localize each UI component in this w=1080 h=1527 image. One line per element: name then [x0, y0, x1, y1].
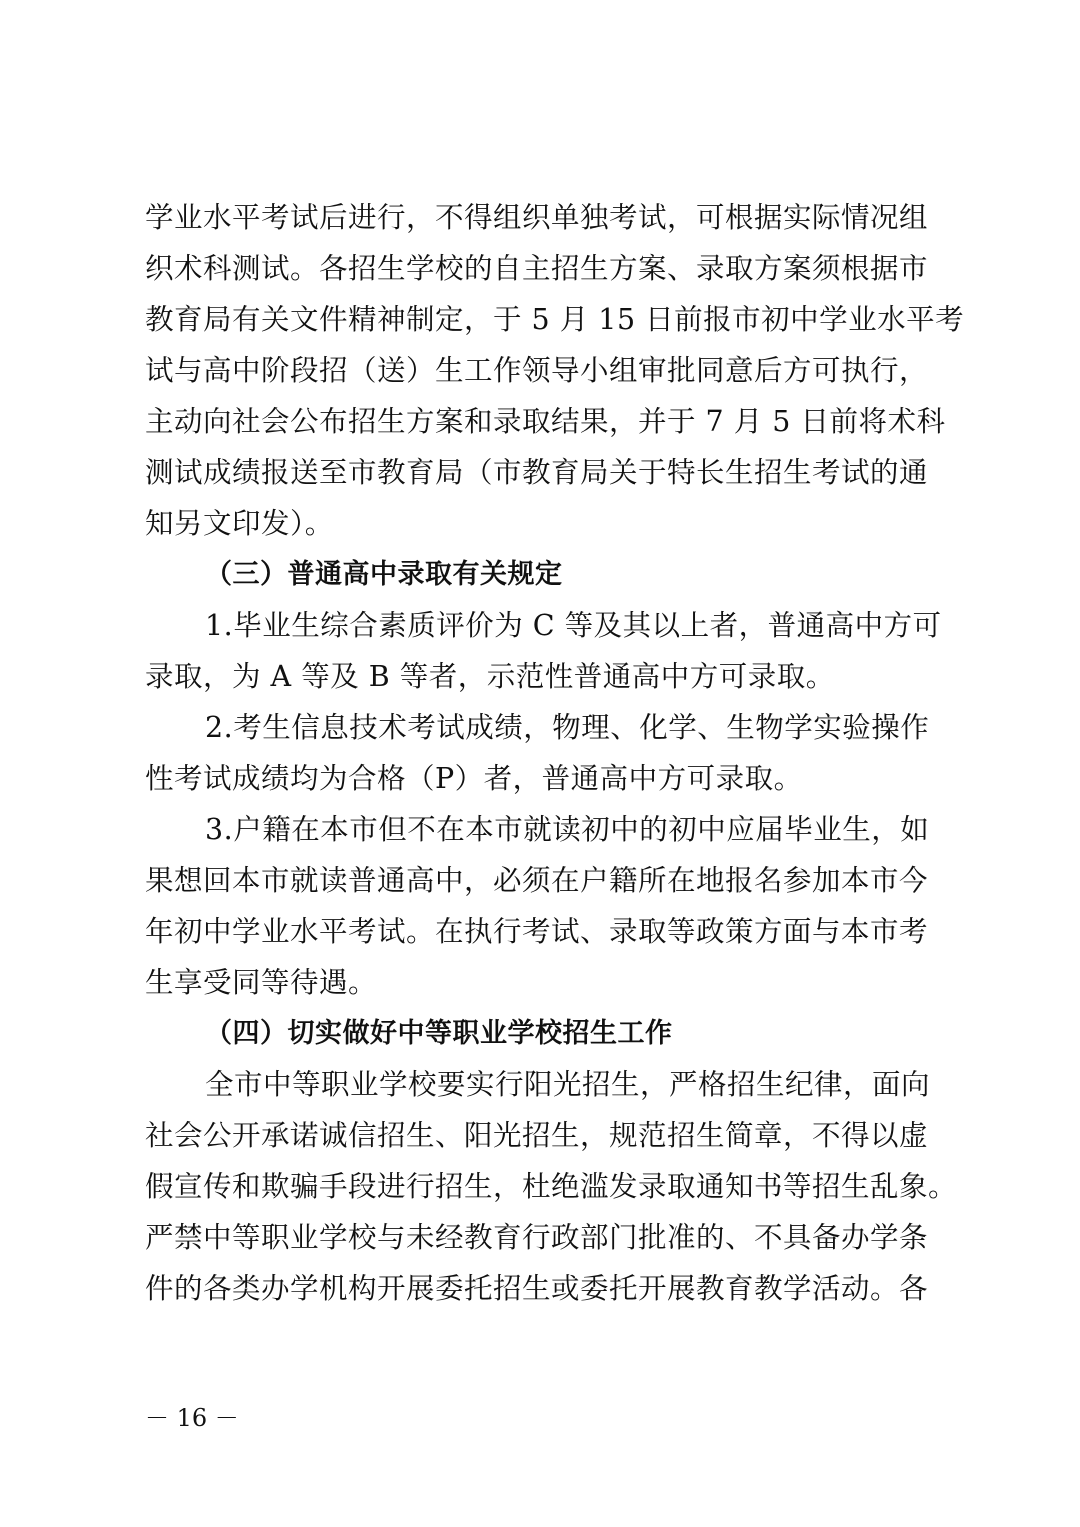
text-line: 织术科测试。各招生学校的自主招生方案、录取方案须根据市 — [145, 252, 929, 285]
text-line: 2.考生信息技术考试成绩，物理、化学、生物学实验操作 — [205, 711, 930, 744]
text-line: 测试成绩报送至市教育局（市教育局关于特长生招生考试的通 — [145, 456, 929, 489]
page-number: － 16 － — [145, 1404, 239, 1432]
text-line: 试与高中阶段招（送）生工作领导小组审批同意后方可执行， — [145, 354, 929, 387]
text-line: 3.户籍在本市但不在本市就读初中的初中应届毕业生，如 — [205, 813, 930, 846]
text-line: 生享受同等待遇。 — [145, 966, 378, 999]
text-line: 学业水平考试后进行，不得组织单独考试，可根据实际情况组 — [145, 201, 929, 234]
text-line: 录取，为 A 等及 B 等者，示范性普通高中方可录取。 — [145, 660, 835, 693]
text-line: 社会公开承诺诚信招生、阳光招生，规范招生简章，不得以虚 — [145, 1119, 929, 1152]
section-heading-three: （三）普通高中录取有关规定 — [205, 559, 563, 590]
text-line: 知另文印发）。 — [145, 507, 334, 540]
text-line: 果想回本市就读普通高中，必须在户籍所在地报名参加本市今 — [145, 864, 929, 897]
text-line: 假宣传和欺骗手段进行招生，杜绝滥发录取通知书等招生乱象。 — [145, 1170, 958, 1203]
text-line: 全市中等职业学校要实行阳光招生，严格招生纪律，面向 — [205, 1068, 931, 1101]
text-line: 主动向社会公布招生方案和录取结果，并于 7 月 5 日前将术科 — [145, 405, 946, 438]
text-line: 性考试成绩均为合格（P）者，普通高中方可录取。 — [145, 762, 803, 795]
text-line: 严禁中等职业学校与未经教育行政部门批准的、不具备办学条 — [145, 1221, 929, 1254]
section-heading-four: （四）切实做好中等职业学校招生工作 — [205, 1018, 673, 1049]
document-body — [145, 192, 965, 1314]
text-line: 件的各类办学机构开展委托招生或委托开展教育教学活动。各 — [145, 1272, 929, 1305]
text-line: 年初中学业水平考试。在执行考试、录取等政策方面与本市考 — [145, 915, 929, 948]
text-line: 教育局有关文件精神制定，于 5 月 15 日前报市初中学业水平考 — [145, 303, 965, 336]
text-line: 1.毕业生综合素质评价为 C 等及其以上者，普通高中方可 — [205, 609, 942, 642]
